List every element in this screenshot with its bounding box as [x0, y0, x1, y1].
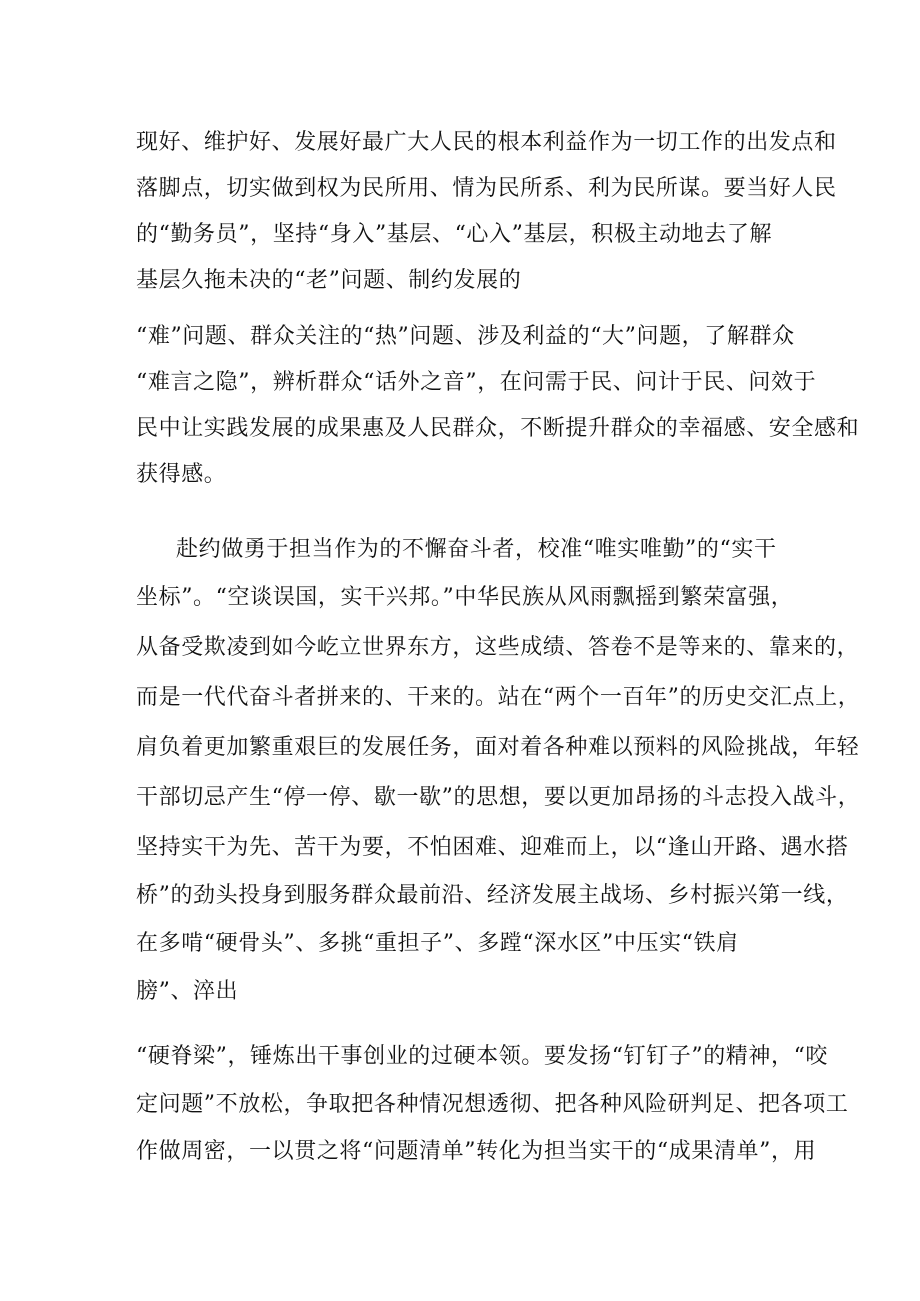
text-line: 在多啃“硬骨头”、多挑“重担子”、多蹚“深水区”中压实“铁肩 [136, 931, 739, 956]
text-line: 民中让实践发展的成果惠及人民群众，不断提升群众的幸福感、安全感和 [136, 416, 860, 441]
text-line: 从备受欺凌到如今屹立世界东方，这些成绩、答卷不是等来的、靠来的， [136, 635, 860, 660]
text-line: 落脚点，切实做到权为民所用、情为民所系、利为民所谋。要当好人民 [136, 176, 837, 201]
text-line: 坚持实干为先、苦干为要，不怕困难、迎难而上，以“逢山开路、遇水搭 [136, 835, 849, 860]
text-line: 定问题”不放松，争取把各种情况想透彻、把各种风险研判足、把各项工 [136, 1092, 849, 1117]
text-line: 的“勤务员”，坚持“身入”基层、“心入”基层，积极主动地去了解 [136, 222, 773, 247]
text-line: 而是一代代奋斗者拼来的、干来的。站在“两个一百年”的历史交汇点上， [136, 685, 861, 710]
text-line: “硬脊梁”，锤炼出干事创业的过硬本领。要发扬“钉钉子”的精神，“咬 [136, 1044, 829, 1069]
text-line: 现好、维护好、发展好最广大人民的根本利益作为一切工作的出发点和 [136, 130, 837, 155]
text-line: 获得感。 [136, 462, 227, 487]
text-line: 肩负着更加繁重艰巨的发展任务，面对着各种难以预料的风险挑战，年轻 [136, 735, 860, 760]
text-line: “难”问题、群众关注的“热”问题、涉及利益的“大”问题，了解群众 [136, 324, 795, 349]
text-line: 基层久拖未决的“老”问题、制约发展的 [136, 268, 522, 293]
text-line: 赴约做勇于担当作为的不懈奋斗者，校准“唯实唯勤”的“实干 [176, 537, 777, 562]
text-line: 干部切忌产生“停一停、歇一歇”的思想，要以更加昂扬的斗志投入战斗， [136, 785, 861, 810]
text-line: 桥”的劲头投身到服务群众最前沿、经济发展主战场、乡村振兴第一线， [136, 883, 849, 908]
text-line: 坐标”。“空谈误国，实干兴邦。”中华民族从风雨飘摇到繁荣富强， [136, 585, 794, 610]
text-line: “难言之隐”，辨析群众“话外之音”，在问需于民、问计于民、问效于 [136, 370, 817, 395]
text-line: 作做周密，一以贯之将“问题清单”转化为担当实干的“成果清单”，用 [136, 1139, 817, 1164]
text-line: 膀”、淬出 [136, 979, 239, 1004]
